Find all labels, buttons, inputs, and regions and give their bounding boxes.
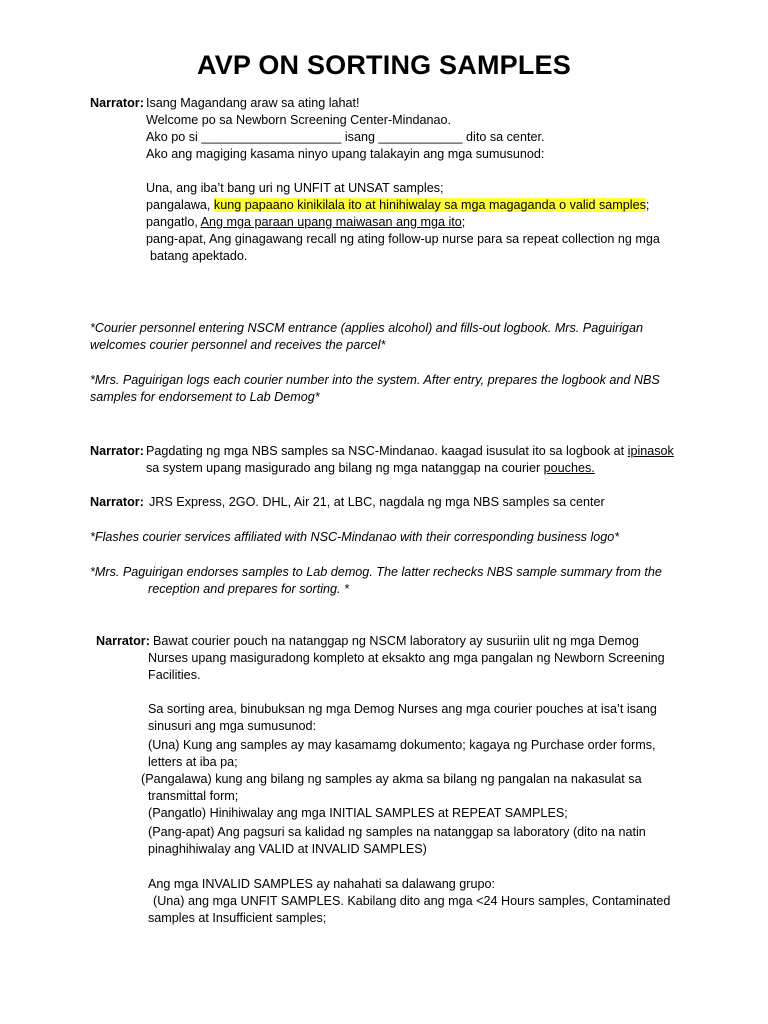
intro-line-9: batang apektado. xyxy=(150,249,248,263)
intro-line-6-suffix: ; xyxy=(645,198,650,212)
para4-line-15: samples at Insufficient samples; xyxy=(148,911,327,925)
para4-line-6: (Una) Kung ang samples ay may kasamamg dokumento; kagaya ng Purchase order forms, xyxy=(148,738,656,752)
para4-line-11: (Pang-apat) Ang pagsuri sa kalidad ng samples na natanggap sa laboratory (dito na natin xyxy=(148,825,646,839)
stage-direction-2-line-2: samples for endorsement to Lab Demog* xyxy=(90,390,320,404)
stage-direction-2-line-1: *Mrs. Paguirigan logs each courier number into the system. After entry, prepares the logbook and NBS xyxy=(90,373,660,387)
para2-line-1-text: Pagdating ng mga NBS samples sa NSC-Mindanao. kaagad isusulat ito sa logbook at xyxy=(146,444,625,458)
intro-line-6-prefix: pangalawa, xyxy=(146,198,211,212)
underlined-text: Ang mga paraan upang maiwasan ang mga ito xyxy=(200,215,462,229)
intro-line-5: Una, ang iba’t bang uri ng UNFIT at UNSAT samples; xyxy=(146,181,444,195)
para4-line-12: pinaghihiwalay ang VALID at INVALID SAMPLES) xyxy=(148,842,427,856)
narrator-label-4: Narrator: xyxy=(96,634,150,648)
stage-direction-1-line-1: *Courier personnel entering NSCM entrance (applies alcohol) and fills-out logbook. Mrs. Paguirigan xyxy=(90,321,644,335)
intro-line-4: Ako ang magiging kasama ninyo upang talakayin ang mga sumusunod: xyxy=(146,147,545,161)
para4-line-4: Sa sorting area, binubuksan ng mga Demog Nurses ang mga courier pouches at isa’t isang xyxy=(148,702,657,716)
stage-direction-4-line-1: *Mrs. Paguirigan endorses samples to Lab demog. The latter rechecks NBS sample summary from the xyxy=(90,565,662,579)
para4-line-13: Ang mga INVALID SAMPLES ay nahahati sa dalawang grupo: xyxy=(148,877,495,891)
intro-line-6 xyxy=(146,197,649,214)
para4-line-9: transmittal form; xyxy=(148,789,239,803)
underlined-pouches: pouches. xyxy=(543,461,595,475)
intro-line-2: Welcome po sa Newborn Screening Center-Mindanao. xyxy=(146,113,451,127)
intro-line-7-suffix: ; xyxy=(461,215,466,229)
para4-line-7: letters at iba pa; xyxy=(148,755,238,769)
para2-line-2-text: sa system upang masigurado ang bilang ng mga natanggap na courier xyxy=(146,461,541,475)
narrator-label: Narrator: xyxy=(90,96,144,110)
para4-line-14: (Una) ang mga UNFIT SAMPLES. Kabilang dito ang mga <24 Hours samples, Contaminated xyxy=(153,894,671,908)
stage-direction-1-line-2: welcomes courier personnel and receives the parcel* xyxy=(90,338,386,352)
stage-direction-4-line-2: reception and prepares for sorting. * xyxy=(148,582,349,596)
para2-line-1 xyxy=(146,443,674,460)
highlighted-text: kung papaano kinikilala ito at hinihiwalay sa mga magaganda o valid samples xyxy=(213,198,646,212)
para4-line-8: (Pangalawa) kung ang bilang ng samples ay akma sa bilang ng pangalan na nakasulat sa xyxy=(141,772,642,786)
para4-line-10: (Pangatlo) Hinihiwalay ang mga INITIAL SAMPLES at REPEAT SAMPLES; xyxy=(148,806,568,820)
stage-direction-3: *Flashes courier services affiliated with NSC-Mindanao with their corresponding business logo* xyxy=(90,530,620,544)
para3-line: JRS Express, 2GO. DHL, Air 21, at LBC, nagdala ng mga NBS samples sa center xyxy=(149,495,605,509)
intro-line-1: Isang Magandang araw sa ating lahat! xyxy=(146,96,360,110)
document-title: AVP ON SORTING SAMPLES xyxy=(197,50,571,80)
intro-line-7 xyxy=(146,214,465,231)
narrator-label-3: Narrator: xyxy=(90,495,144,509)
para4-line-5: sinusuri ang mga sumusunod: xyxy=(148,719,317,733)
intro-line-7-prefix: pangatlo, xyxy=(146,215,198,229)
para2-line-2 xyxy=(146,460,595,477)
para4-line-2: Nurses upang masiguradong kompleto at eksakto ang mga pangalan ng Newborn Screening xyxy=(148,651,665,665)
underlined-ipinasok: ipinasok xyxy=(627,444,674,458)
intro-line-3: Ako po si ____________________ isang ____________ dito sa center. xyxy=(146,130,545,144)
para4-line-1: Bawat courier pouch na natanggap ng NSCM laboratory ay susuriin ulit ng mga Demog xyxy=(153,634,639,648)
para4-line-3: Facilities. xyxy=(148,668,201,682)
narrator-label-2: Narrator: xyxy=(90,444,144,458)
intro-line-8: pang-apat, Ang ginagawang recall ng ating follow-up nurse para sa repeat collection ng mga xyxy=(146,232,660,246)
